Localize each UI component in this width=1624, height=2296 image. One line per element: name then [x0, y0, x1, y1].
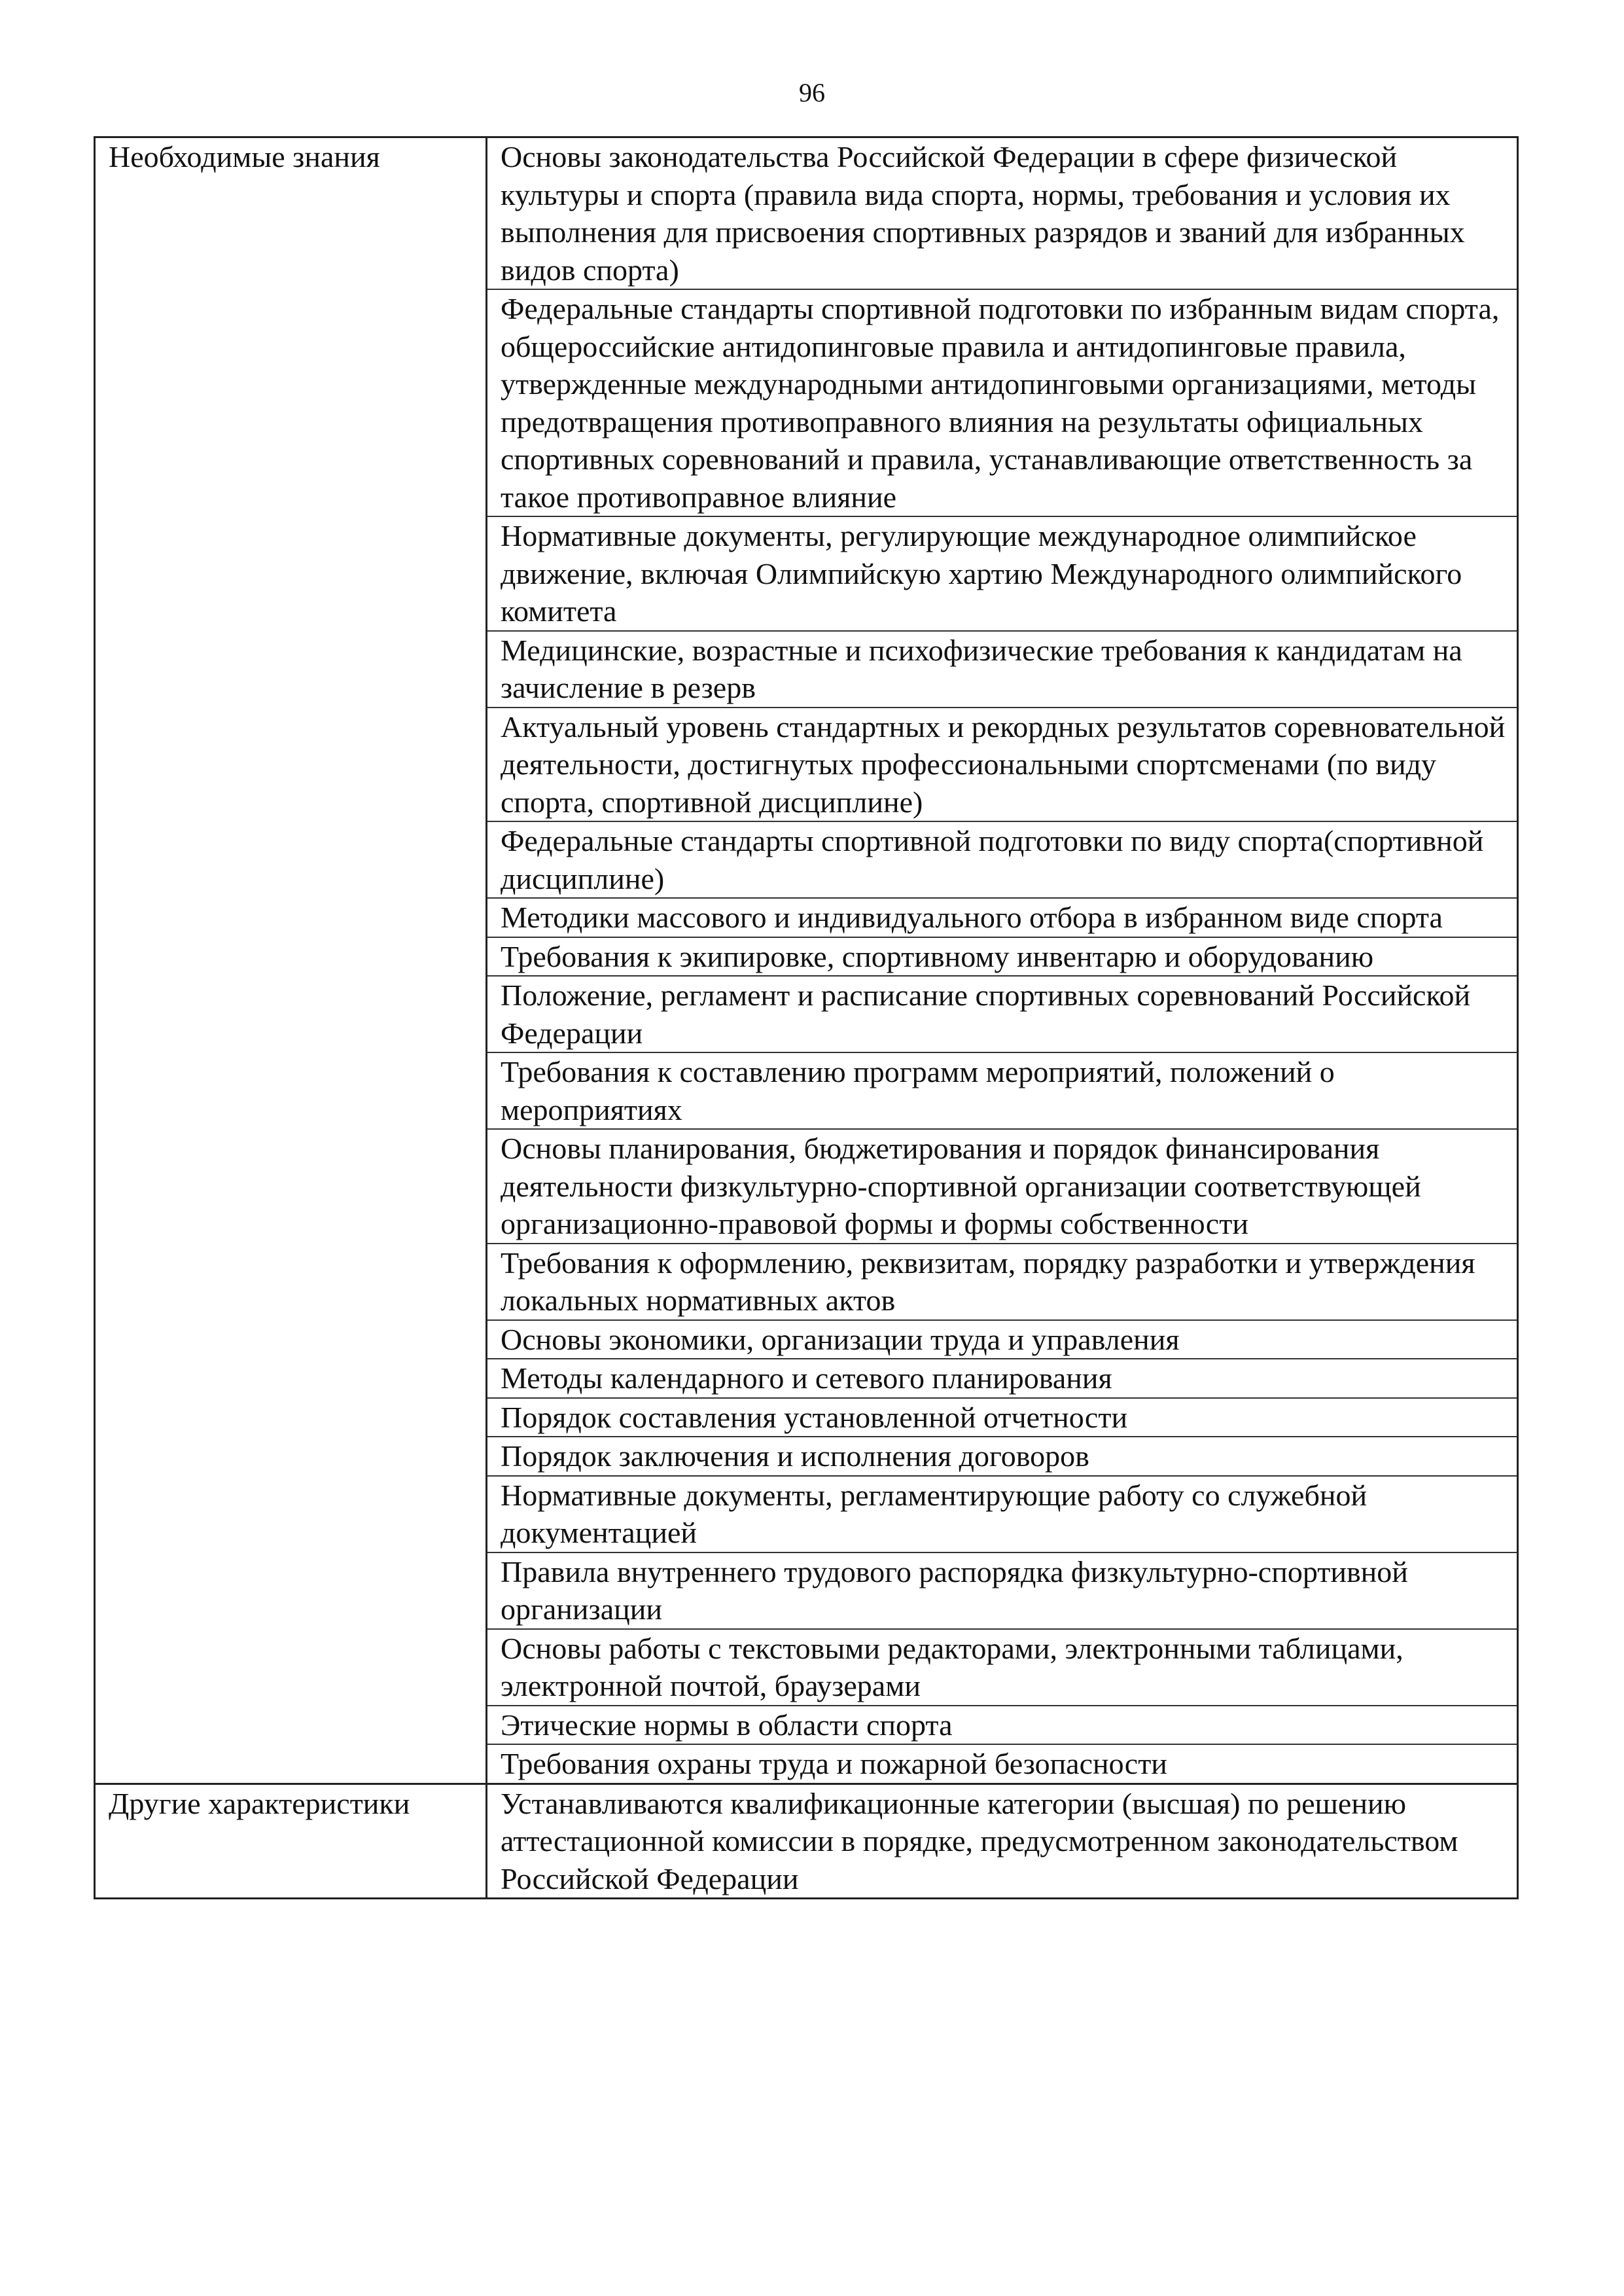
knowledge-item: Этические нормы в области спорта — [487, 1706, 1518, 1745]
qualification-table — [94, 136, 1519, 1899]
table-row — [95, 137, 1518, 290]
knowledge-item: Основы экономики, организации труда и управления — [487, 1320, 1518, 1359]
knowledge-item: Методы календарного и сетевого планирования — [487, 1359, 1518, 1398]
knowledge-item: Основы работы с текстовыми редакторами, электронными таблицами, электронной почтой, браузерами — [487, 1629, 1518, 1706]
knowledge-item: Положение, регламент и расписание спортивных соревнований Российской Федерации — [487, 976, 1518, 1052]
knowledge-item: Федеральные стандарты спортивной подготовки по избранным видам спорта, общероссийские антидопинговые правила и антидопинговые правила, утвержденные международными антидопинговыми организациями, методы предотвращения противоправного влияния на результаты официальных спортивных соревнований и правила, устанавливающие ответственность за такое противоправное влияние — [487, 289, 1518, 516]
other-characteristics-item: Устанавливаются квалификационные категории (высшая) по решению аттестационной комиссии в порядке, предусмотренном законодательством Российской Федерации — [487, 1784, 1518, 1899]
knowledge-item: Методики массового и индивидуального отбора в избранном виде спорта — [487, 898, 1518, 937]
knowledge-item: Нормативные документы, регулирующие международное олимпийское движение, включая Олимпийскую хартию Международного олимпийского комитета — [487, 516, 1518, 631]
other-characteristics-label: Другие характеристики — [95, 1784, 487, 1899]
knowledge-item: Порядок заключения и исполнения договоров — [487, 1437, 1518, 1476]
required-knowledge-label: Необходимые знания — [95, 137, 487, 1784]
knowledge-item: Основы законодательства Российской Федерации в сфере физической культуры и спорта (правила вида спорта, нормы, требования и условия их выполнения для присвоения спортивных разрядов и званий для избранных видов спорта) — [487, 137, 1518, 290]
knowledge-item: Требования к составлению программ мероприятий, положений о мероприятиях — [487, 1052, 1518, 1129]
knowledge-item: Основы планирования, бюджетирования и порядок финансирования деятельности физкультурно-спортивной организации соответствующей организационно-правовой формы и формы собственности — [487, 1129, 1518, 1244]
knowledge-item: Федеральные стандарты спортивной подготовки по виду спорта(спортивной дисциплине) — [487, 821, 1518, 898]
knowledge-item: Правила внутреннего трудового распорядка физкультурно-спортивной организации — [487, 1552, 1518, 1629]
knowledge-item: Актуальный уровень стандартных и рекордных результатов соревновательной деятельности, достигнутых профессиональными спортсменами (по виду спорта, спортивной дисциплине) — [487, 708, 1518, 822]
knowledge-item: Требования к оформлению, реквизитам, порядку разработки и утверждения локальных нормативных актов — [487, 1244, 1518, 1320]
knowledge-item: Требования к экипировке, спортивному инвентарю и оборудованию — [487, 937, 1518, 977]
knowledge-item: Медицинские, возрастные и психофизические требования к кандидатам на зачисление в резерв — [487, 631, 1518, 708]
knowledge-item: Нормативные документы, регламентирующие работу со служебной документацией — [487, 1476, 1518, 1552]
knowledge-item: Порядок составления установленной отчетности — [487, 1398, 1518, 1437]
page-number: 96 — [799, 78, 825, 107]
knowledge-item: Требования охраны труда и пожарной безопасности — [487, 1744, 1518, 1784]
table-row — [95, 1784, 1518, 1899]
